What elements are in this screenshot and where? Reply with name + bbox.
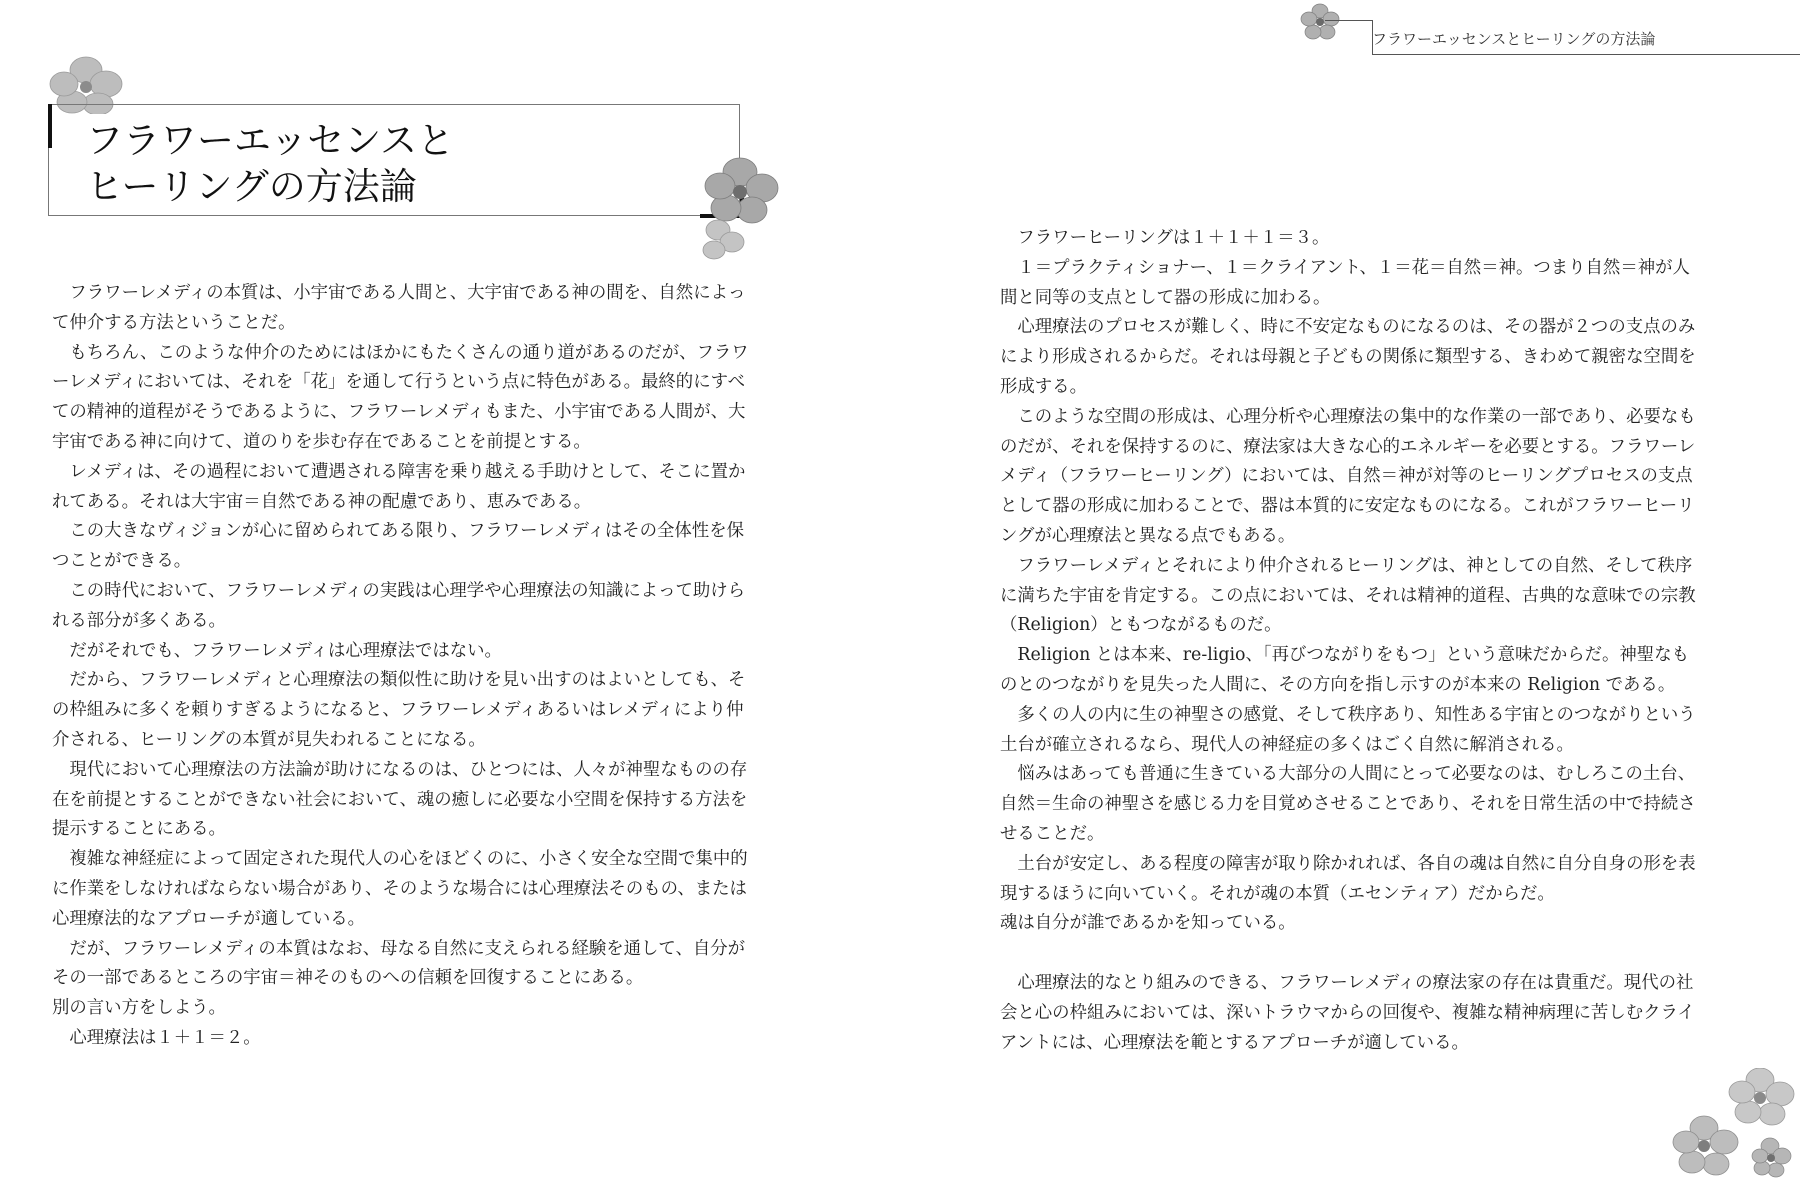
paragraph: 別の言い方をしよう。 [52,998,226,1019]
paragraph: このような空間の形成は、心理分析や心理療法の集中的な作業の一部であり、必要なものだが、それを保持するのに、療法家は大きな心的エネルギーを必要とする。フラワーレメディ（フラワーヒーリング）においては、自然＝神が対等のヒーリングプロセスの支点として器の形成に加わることで、器は本質的に安定なものになる。これがフラワーヒーリングが心理療法と異なる点でもある。 [1000,406,1696,546]
paragraph: もちろん、このような仲介のためにはほかにもたくさんの通り道があるのだが、フラワーレメディにおいては、それを「花」を通して行うという点に特色がある。最終的にすべての精神的道程がそうであるように、フラワーレメディもまた、小宇宙である人間が、大宇宙である神に向けて、道のりを歩む存在であることを前提とする。 [52,342,749,452]
flower-decoration-icon [690,150,782,260]
paragraph: 魂は自分が誰であるかを知っている。 [1000,913,1296,934]
paragraph: Religion とは本来、re-ligio、「再びつながりをもつ」という意味だからだ。神聖なものとのつながりを見失った人間に、その方向を指し示すのが本来の Religion である。 [1000,645,1689,695]
title-frame-corner [48,104,60,148]
paragraph: だが、フラワーレメディの本質はなお、母なる自然に支えられる経験を通して、自分がその一部であるところの宇宙＝神そのものへの信頼を回復することにある。 [52,938,746,989]
header-rule [1372,54,1800,55]
paragraph: この時代において、フラワーレメディの実践は心理学や心理療法の知識によって助けられる部分が多くある。 [52,580,746,631]
paragraph: フラワーヒーリングは１＋１＋１＝３。 [1017,228,1330,248]
paragraph: レメディは、その過程において遭遇される障害を乗り越える手助けとして、そこに置かれてある。それは大宇宙＝自然である神の配慮であり、恵みである。 [52,461,746,512]
left-body-text [52,279,752,1054]
right-page [900,0,1800,1200]
running-header: フラワーエッセンスとヒーリングの方法論 [1372,30,1656,48]
paragraph: 複雑な神経症によって固定された現代人の心をほどくのに、小さく安全な空間で集中的に作業をしなければならない場合があり、そのような場合には心理療法そのもの、または心理療法的なアプローチが適している。 [52,849,748,929]
paragraph: 心理療法は１＋１＝２。 [69,1027,261,1048]
paragraph: 多くの人の内に生の神聖さの感覚、そして秩序あり、知性ある宇宙とのつながりという土台が確立されるなら、現代人の神経症の多くはごく自然に解消される。 [1000,704,1696,755]
header-rule [1325,20,1372,21]
paragraph: 心理療法のプロセスが難しく、時に不安定なものになるのは、その器が２つの支点のみにより形成されるからだ。それは母親と子どもの関係に類型する、きわめて親密な空間を形成する。 [1000,317,1696,397]
chapter-title-line2: ヒーリングの方法論 [86,165,417,208]
paragraph: 土台が安定し、ある程度の障害が取り除かれれば、各自の魂は自然に自分自身の形を表現するほうに向いていく。それが魂の本質（エセンティア）だからだ。 [1000,853,1696,904]
paragraph: １＝プラクティショナー、１＝クライアント、１＝花＝自然＝神。つまり自然＝神が人間と同等の支点として器の形成に加わる。 [1000,257,1690,308]
paragraph-gap [1000,939,1705,969]
flower-decoration-icon [1300,2,1340,42]
paragraph: フラワーレメディとそれにより仲介されるヒーリングは、神としての自然、そして秩序に満ちた宇宙を肯定する。この点においては、それは精神的道程、古典的な意味での宗教（Religion）ともつながるものだ。 [1000,555,1696,636]
chapter-title [86,118,454,210]
paragraph: だから、フラワーレメディと心理療法の類似性に助けを見い出すのはよいとしても、その枠組みに多くを頼りすぎるようになると、フラワーレメディあるいはレメディにより仲介される、ヒーリングの本質が見失われることになる。 [52,670,746,750]
paragraph: フラワーレメディの本質は、小宇宙である人間と、大宇宙である神の間を、自然によって仲介する方法ということだ。 [52,283,746,333]
chapter-title-line1: フラワーエッセンスと [86,119,455,162]
paragraph: 悩みはあっても普通に生きている大部分の人間にとって必要なのは、むしろこの土台、自然＝生命の神聖さを感じる力を目覚めさせることであり、それを日常生活の中で持続させることだ。 [1000,764,1696,844]
paragraph: この大きなヴィジョンが心に留められてある限り、フラワーレメディはその全体性を保つことができる。 [52,521,744,572]
right-body-text [1000,224,1705,1058]
paragraph: 現代において心理療法の方法論が助けになるのは、ひとつには、人々が神聖なものの存在を前提とすることができない社会において、魂の癒しに必要な小空間を保持する方法を提示することにある。 [52,759,748,840]
flower-decoration-icon [1640,1068,1800,1200]
paragraph: 心理療法的なとり組みのできる、フラワーレメディの療法家の存在は貴重だ。現代の社会と心の枠組みにおいては、深いトラウマからの回復や、複雑な精神病理に苦しむクライアントには、心理療法を範とするアプローチが適している。 [1000,972,1695,1053]
paragraph: だがそれでも、フラワーレメディは心理療法ではない。 [69,640,502,661]
